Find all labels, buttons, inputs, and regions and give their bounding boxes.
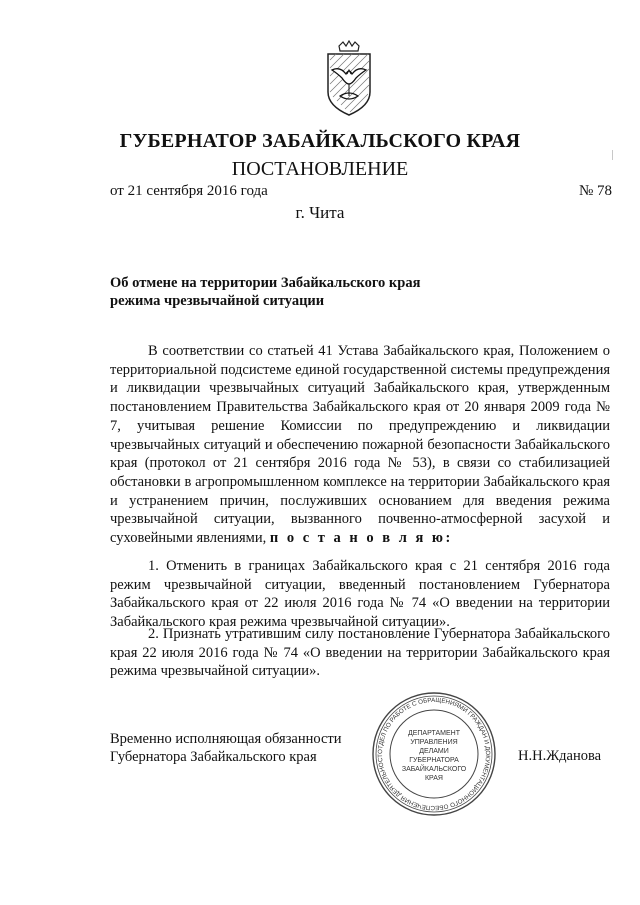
subject-line-1: Об отмене на территории Забайкальского края bbox=[110, 275, 421, 291]
issuing-authority: ГУБЕРНАТОР ЗАБАЙКАЛЬСКОГО КРАЯ bbox=[119, 130, 521, 152]
document-date: от 21 сентября 2016 года bbox=[110, 183, 268, 199]
preamble-text: В соответствии со статьей 41 Устава Забайкальского края, Положением о территориальной подсистеме единой государственной системы предупреждения и ликвидации чрезвычайных ситуаций Забайкальского края, утвержденным постановлением Правительства Забайкальского края от 20 января 2009 года № 7, учитывая решение Комиссии по предупреждению и ликвидации чрезвычайных ситуаций и обеспечению пожарной безопасности Забайкальского края (протокол от 21 сентября 2016 года № 53), в связи со стабилизацией обстановки в агропромышленном комплексе на территории Забайкальского края и устранением причин, послуживших основанием для введения режима чрезвычайной ситуации, вызванного почвенно-атмосферной засухой и суховейными явлениями, bbox=[110, 343, 610, 547]
signatory-position-line-2: Губернатора Забайкальского края bbox=[110, 749, 317, 765]
preamble-paragraph bbox=[110, 342, 610, 548]
signatory-position bbox=[110, 730, 342, 766]
document-subject bbox=[110, 274, 530, 310]
official-stamp bbox=[370, 690, 498, 818]
stamp-line-5: ЗАБАЙКАЛЬСКОГО bbox=[401, 766, 467, 773]
scan-mark bbox=[612, 150, 613, 160]
subject-line-2: режима чрезвычайной ситуации bbox=[110, 293, 325, 309]
stamp-ring-text: ОТДЕЛ ПО РАБОТЕ С ОБРАЩЕНИЯМИ ГРАЖДАН И ДОКУМЕНТАЦИОННОГО ОБЕСПЕЧЕНИЯ ДЕЯТЕЛЬНОСТ bbox=[376, 696, 492, 812]
document-number: № 78 bbox=[578, 183, 612, 199]
stamp-line-4: ГУБЕРНАТОРА bbox=[409, 757, 459, 764]
stamp-line-6: КРАЯ bbox=[424, 775, 444, 782]
stamp-line-1: ДЕПАРТАМЕНТ bbox=[407, 730, 461, 737]
item-2-paragraph: 2. Признать утратившим силу постановление Губернатора Забайкальского края 22 июля 2016 года № 74 «О введении на территории Забайкальского края режима чрезвычайной ситуации». bbox=[110, 626, 610, 680]
document-city: г. Чита bbox=[295, 203, 345, 222]
signatory-position-line-1: Временно исполняющая обязанности bbox=[110, 731, 342, 747]
item-1-paragraph: 1. Отменить в границах Забайкальского края с 21 сентября 2016 года режим чрезвычайной ситуации, введенный постановлением Губернатора Забайкальского края от 22 июля 2016 года № 74 «О введении на территории Забайкальского края режима чрезвычайной ситуации». bbox=[110, 558, 610, 631]
resolve-word: п о с т а н о в л я ю: bbox=[269, 530, 453, 547]
coat-of-arms-icon bbox=[314, 40, 384, 120]
signatory-name: Н.Н.Жданова bbox=[518, 748, 602, 764]
stamp-line-3: ДЕЛАМИ bbox=[419, 748, 449, 755]
stamp-line-2: УПРАВЛЕНИЯ bbox=[410, 739, 458, 746]
document-type: ПОСТАНОВЛЕНИЕ bbox=[231, 158, 409, 180]
